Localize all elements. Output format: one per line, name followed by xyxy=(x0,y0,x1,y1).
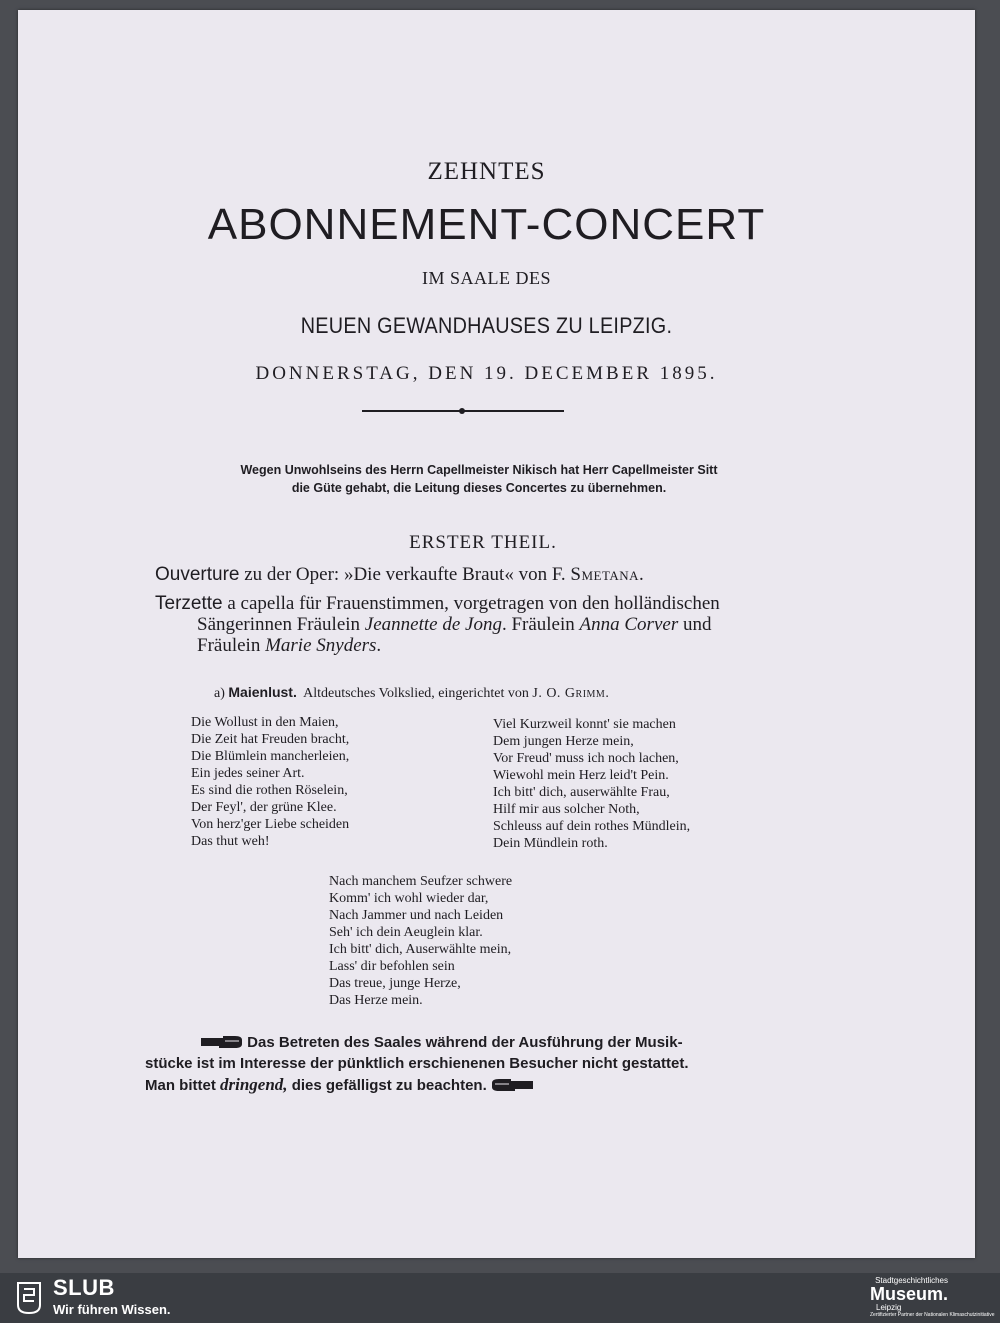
program-item-terzette xyxy=(155,593,720,656)
program-item-title: Ouverture xyxy=(155,564,240,585)
concert-date: DONNERSTAG, DEN 19. DECEMBER 1895. xyxy=(255,363,718,384)
song-heading xyxy=(214,684,609,702)
part-heading: ERSTER THEIL. xyxy=(409,532,557,553)
concert-ordinal: ZEHNTES xyxy=(427,158,546,185)
notice-line: die Güte gehabt, die Leitung dieses Concertes zu übernehmen. xyxy=(291,481,667,495)
composer-name: Smetana xyxy=(570,564,640,585)
venue-name: NEUEN GEWANDHAUSES ZU LEIPZIG. xyxy=(300,313,673,338)
verse-line: Das thut weh! xyxy=(191,834,270,849)
verse-line: Viel Kurzweil konnt' sie machen xyxy=(493,717,676,732)
terzette-line xyxy=(155,635,720,656)
song-marker: a) xyxy=(214,686,225,701)
verse-line: Der Feyl', der grüne Klee. xyxy=(191,800,337,815)
terzette-line xyxy=(155,593,720,614)
footer-bar xyxy=(0,1273,1000,1323)
warning-text: Das Betreten des Saales während der Ausführung der Musik- xyxy=(247,1034,683,1051)
verse-line: Ich bitt' dich, auserwählte Frau, xyxy=(493,785,670,800)
warning-line xyxy=(145,1032,689,1053)
museum-certification: Zertifizierter Partner der Nationalen Klimaschutzinitiative xyxy=(870,1312,995,1318)
verse-line: Wiewohl mein Herz leid't Pein. xyxy=(493,768,669,783)
verse-center xyxy=(329,873,512,1009)
verse-line: Dem jungen Herze mein, xyxy=(493,734,634,749)
verse-left xyxy=(191,714,349,850)
verse-line: Vor Freud' muss ich noch lachen, xyxy=(493,751,679,766)
song-description: Altdeutsches Volkslied, eingerichtet von xyxy=(303,686,529,701)
program-sheet xyxy=(18,10,975,1258)
warning-text: Man bittet xyxy=(145,1077,220,1094)
verse-line: Von herz'ger Liebe scheiden xyxy=(191,817,350,832)
verse-line: Komm' ich wohl wieder dar, xyxy=(329,891,489,906)
program-item-title: Terzette xyxy=(155,593,223,614)
pointing-hand-icon xyxy=(491,1078,535,1092)
song-title: Maienlust. xyxy=(228,684,297,700)
verse-line: Seh' ich dein Aeuglein klar. xyxy=(329,925,483,940)
program-item-text: . Fräulein xyxy=(501,614,580,635)
notice-line: Wegen Unwohlseins des Herrn Capellmeister Nikisch hat Herr Capellmeister Sitt xyxy=(240,463,718,477)
program-item-text: Fräulein xyxy=(197,635,266,656)
verse-line: Nach Jammer und nach Leiden xyxy=(329,908,504,923)
slub-logo-icon xyxy=(14,1281,44,1315)
concert-title: ABONNEMENT-CONCERT xyxy=(207,200,766,249)
verse-line: Nach manchem Seufzer schwere xyxy=(329,874,513,889)
terzette-line xyxy=(155,614,720,635)
slub-name[interactable]: SLUB xyxy=(53,1275,115,1300)
pointing-hand-icon xyxy=(199,1035,243,1049)
warning-text: dies gefälligst zu beachten. xyxy=(287,1077,487,1094)
verse-line: Die Zeit hat Freuden bracht, xyxy=(191,732,350,747)
warning-emphasis: dringend, xyxy=(220,1075,288,1094)
program-item-text: Sängerinnen Fräulein xyxy=(197,614,365,635)
singer-name: Marie Snyders xyxy=(265,635,377,656)
conductor-notice xyxy=(0,461,975,497)
verse-line: Ich bitt' dich, Auserwählte mein, xyxy=(329,942,512,957)
verse-line: Hilf mir aus solcher Noth, xyxy=(493,802,640,817)
museum-city: Leipzig xyxy=(876,1303,902,1312)
program-item-overture xyxy=(155,564,644,586)
punctuation: . xyxy=(639,564,644,585)
ornamental-rule-dot xyxy=(459,408,465,414)
verse-right xyxy=(493,716,690,852)
museum-label: Stadtgeschichtliches xyxy=(875,1276,948,1285)
museum-name[interactable]: Museum. xyxy=(869,1284,948,1304)
singer-name: Anna Corver xyxy=(579,614,679,635)
audience-warning xyxy=(145,1032,689,1096)
verse-line: Die Wollust in den Maien, xyxy=(191,715,339,730)
verse-line: Es sind die rothen Röselein, xyxy=(191,783,348,798)
warning-line xyxy=(145,1074,689,1096)
verse-line: Ein jedes seiner Art. xyxy=(191,766,305,781)
verse-line: Schleuss auf dein rothes Mündlein, xyxy=(493,819,691,834)
slub-tagline: Wir führen Wissen. xyxy=(53,1302,171,1317)
verse-line: Das Herze mein. xyxy=(329,993,423,1008)
program-item-text: und xyxy=(678,614,712,635)
verse-line: Das treue, junge Herze, xyxy=(329,976,461,991)
singer-name: Jeannette de Jong xyxy=(364,614,502,635)
verse-line: Dein Mündlein roth. xyxy=(493,836,608,851)
venue-prefix: IM SAALE DES xyxy=(421,268,551,288)
verse-line: Lass' dir befohlen sein xyxy=(329,959,455,974)
program-item-text: a capella für Frauenstimmen, vorgetragen von den holländischen xyxy=(222,593,720,614)
verse-line: Die Blümlein mancherleien, xyxy=(191,749,350,764)
warning-line: stücke ist im Interesse der pünktlich erschienenen Besucher nicht gestattet. xyxy=(145,1055,689,1072)
program-item-text: zu der Oper: »Die verkaufte Braut« von F. xyxy=(239,564,571,585)
punctuation: . xyxy=(376,635,382,656)
song-arranger: J. O. Grimm. xyxy=(532,686,610,701)
